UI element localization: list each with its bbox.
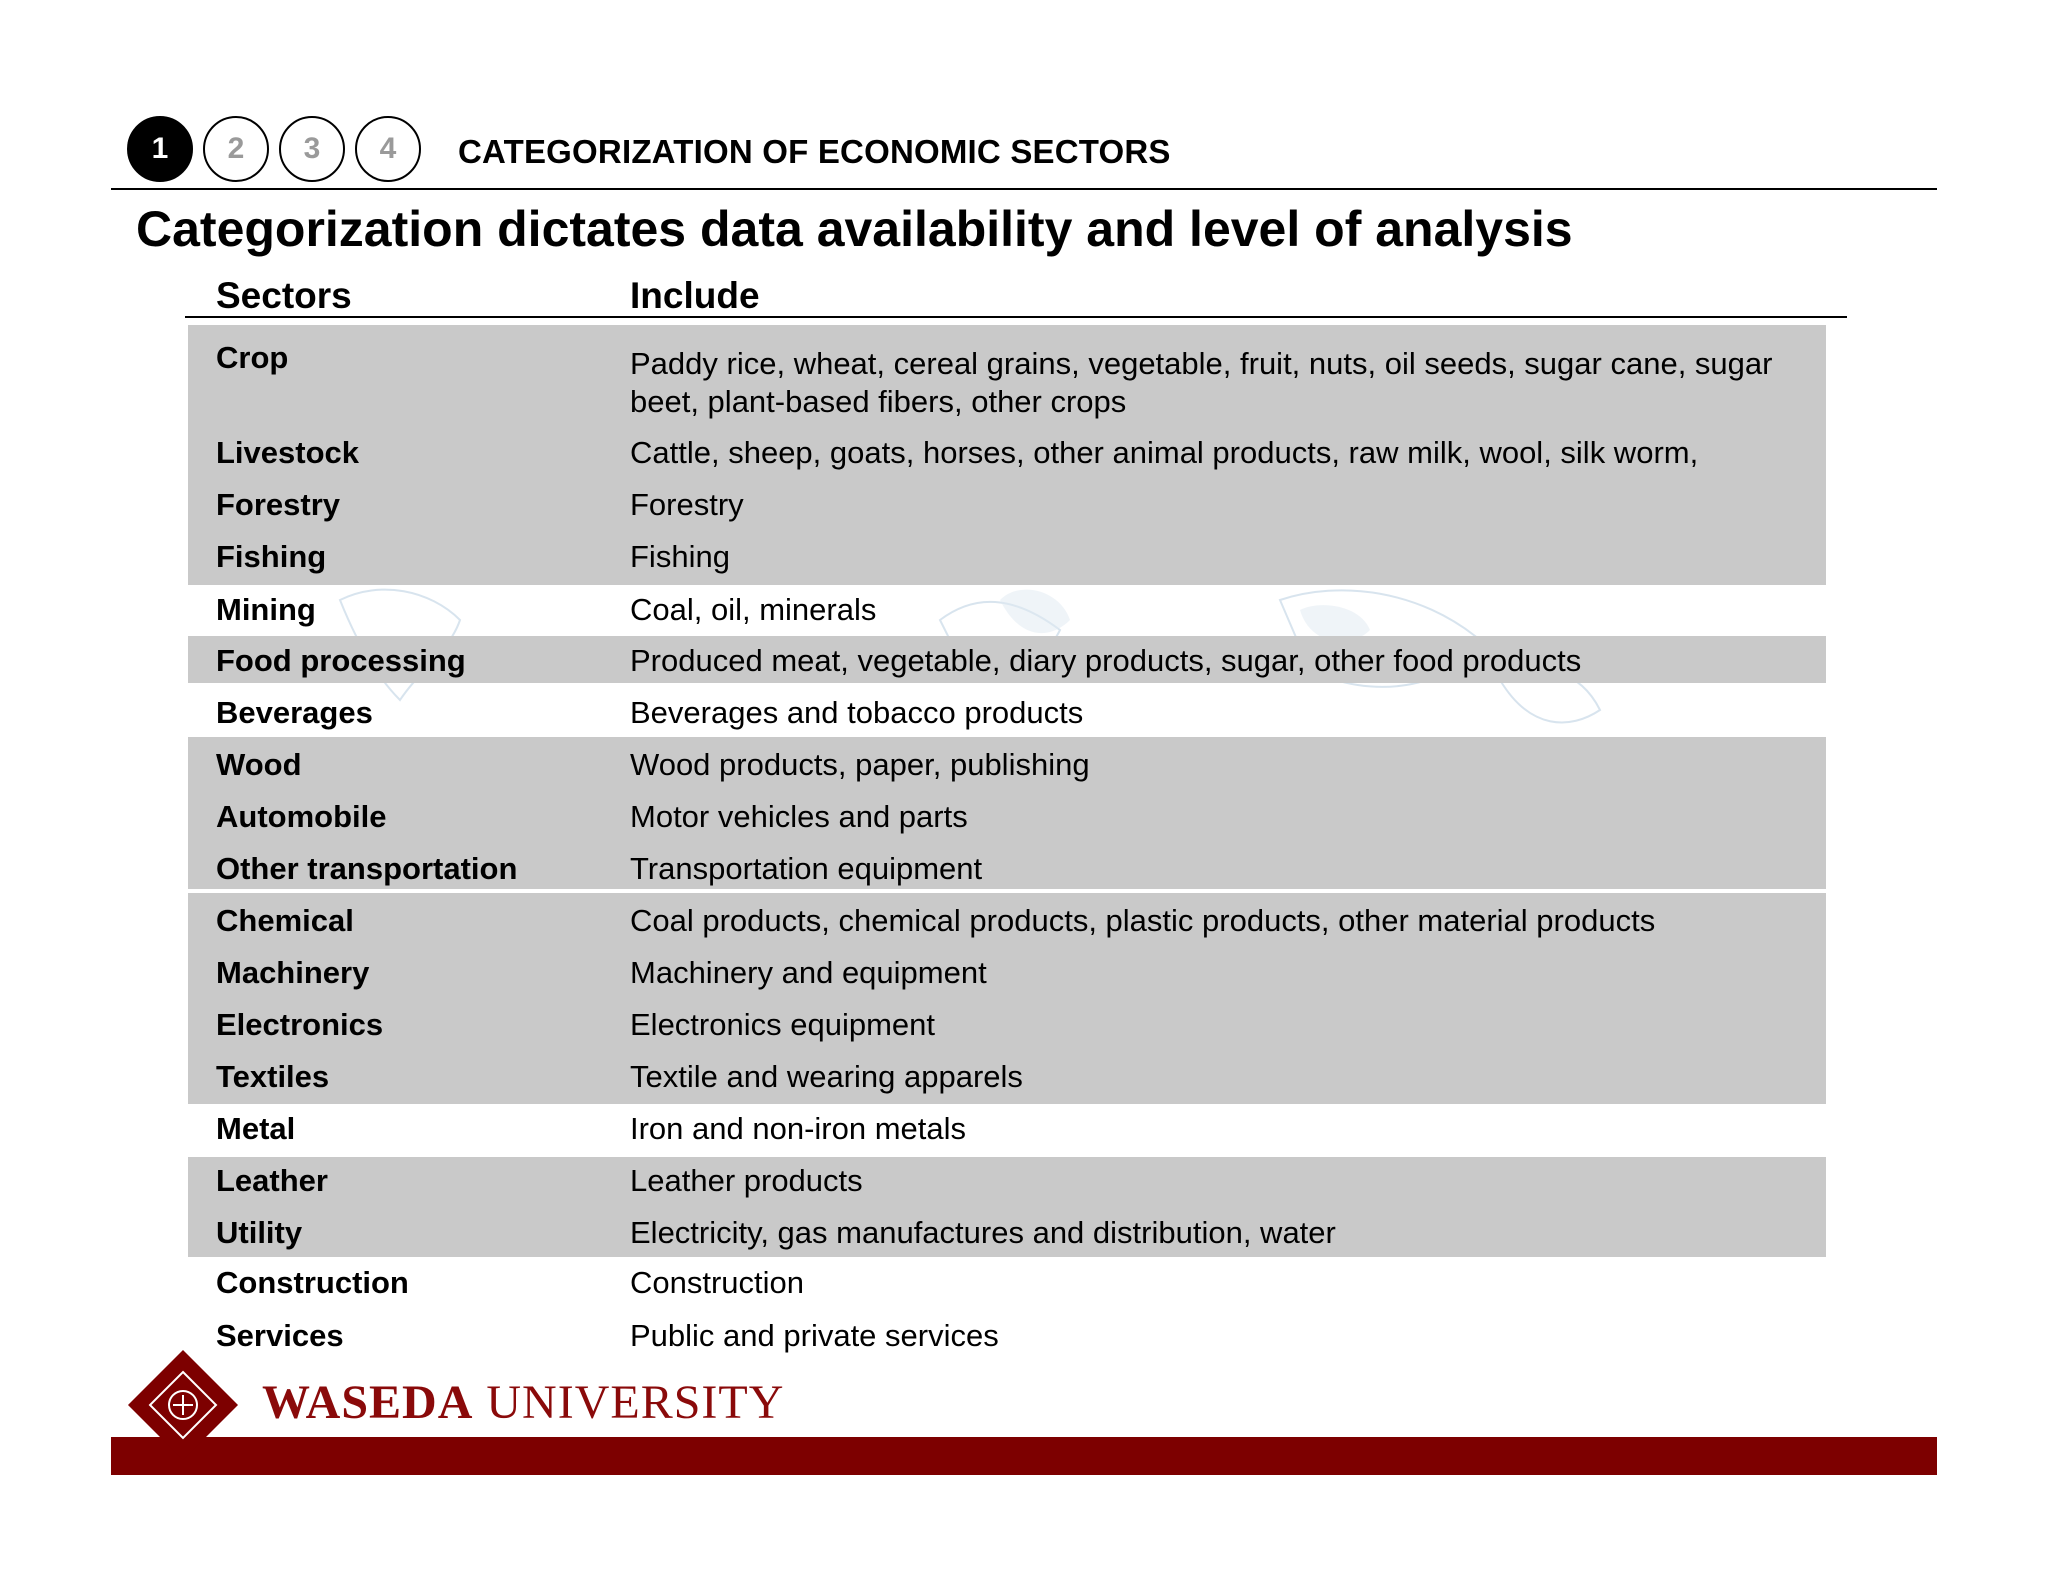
waseda-crest-icon <box>126 1348 240 1466</box>
sector-include: Coal, oil, minerals <box>630 592 877 627</box>
sector-name: Beverages <box>216 695 373 730</box>
sector-include: Construction <box>630 1265 805 1300</box>
step-2[interactable]: 2 <box>203 116 269 182</box>
sector-include: Machinery and equipment <box>630 955 987 990</box>
sector-include: Paddy rice, wheat, cereal grains, vegetable, fruit, nuts, oil seeds, sugar cane, sugar beet, plant-based fibers, other crops <box>630 346 1773 419</box>
sector-name: Crop <box>216 340 289 375</box>
sector-name: Other transportation <box>216 851 518 886</box>
sector-include: Beverages and tobacco products <box>630 695 1084 730</box>
sector-name: Forestry <box>216 487 341 522</box>
sector-name: Chemical <box>216 903 354 938</box>
sector-name: Mining <box>216 592 316 627</box>
section-title: CATEGORIZATION OF ECONOMIC SECTORS <box>458 133 1171 170</box>
sector-include: Textile and wearing apparels <box>630 1059 1023 1094</box>
step-3[interactable]: 3 <box>279 116 345 182</box>
step-1[interactable]: 1 <box>127 116 193 182</box>
sector-name: Services <box>216 1318 344 1353</box>
sector-name: Electronics <box>216 1007 384 1042</box>
sector-include: Electronics equipment <box>630 1007 935 1042</box>
column-header-include: Include <box>630 275 760 316</box>
sector-include: Iron and non-iron metals <box>630 1111 967 1146</box>
sector-include: Forestry <box>630 487 744 522</box>
sector-name: Construction <box>216 1265 409 1300</box>
sector-name: Utility <box>216 1215 303 1250</box>
sector-name: Textiles <box>216 1059 330 1094</box>
logo-text-bold: WASEDA <box>262 1376 474 1429</box>
sector-include: Electricity, gas manufactures and distribution, water <box>630 1215 1336 1250</box>
slide-title: Categorization dictates data availability and level of analysis <box>136 201 1573 257</box>
logo-text-rest: UNIVERSITY <box>473 1376 785 1429</box>
column-header-sectors: Sectors <box>216 275 352 316</box>
sector-name: Machinery <box>216 955 370 990</box>
sector-include: Coal products, chemical products, plastic products, other material products <box>630 903 1656 938</box>
sector-name: Metal <box>216 1111 296 1146</box>
sector-name: Fishing <box>216 539 327 574</box>
sector-include: Motor vehicles and parts <box>630 799 968 834</box>
sector-include: Public and private services <box>630 1318 999 1353</box>
sector-include: Cattle, sheep, goats, horses, other animal products, raw milk, wool, silk worm, <box>630 435 1699 470</box>
sector-name: Food processing <box>216 643 466 678</box>
sector-include: Wood products, paper, publishing <box>630 747 1090 782</box>
sector-include: Transportation equipment <box>630 851 983 886</box>
sector-include: Fishing <box>630 539 730 574</box>
sector-include: Produced meat, vegetable, diary products, sugar, other food products <box>630 643 1582 678</box>
footer-bar <box>111 1437 1937 1475</box>
sector-include: Leather products <box>630 1163 863 1198</box>
sector-name: Wood <box>216 747 302 782</box>
header-divider <box>111 188 1937 190</box>
sector-name: Automobile <box>216 799 387 834</box>
step-4[interactable]: 4 <box>355 116 421 182</box>
waseda-logo <box>262 1375 784 1430</box>
sector-name: Leather <box>216 1163 328 1198</box>
sector-name: Livestock <box>216 435 360 470</box>
table-header-divider <box>185 316 1847 318</box>
